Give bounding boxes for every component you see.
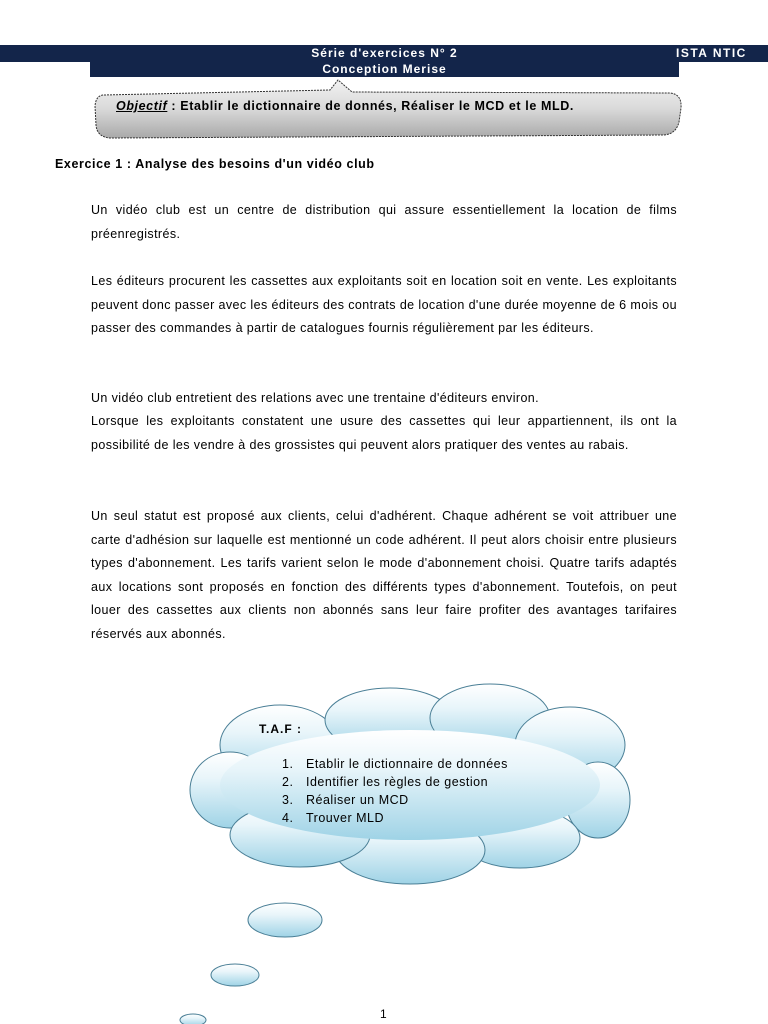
institution-name: ISTA NTIC: [676, 46, 747, 60]
thought-bubble-large: [248, 903, 322, 937]
taf-title: T.A.F :: [259, 722, 302, 736]
thought-bubble-small: [180, 1014, 206, 1024]
series-title: Série d'exercices N° 2: [311, 46, 458, 60]
list-item: 3. Réaliser un MCD: [282, 793, 409, 807]
objective-label: Objectif: [116, 99, 168, 113]
objective-text: Objectif : Etablir le dictionnaire de donnés, Réaliser le MCD et le MLD.: [116, 99, 574, 113]
list-item: 4. Trouver MLD: [282, 811, 384, 825]
paragraph: Lorsque les exploitants constatent une usure des cassettes qui leur appartiennent, ils ont la possibilité de les vendre à des grossistes qui peuvent alors pratiquer des ventes au rabais.: [91, 414, 677, 452]
paragraph: Un seul statut est proposé aux clients, celui d'adhérent. Chaque adhérent se voit attribuer une carte d'adhésion sur laquelle est mentionné un code adhérent. Il peut alors choisir entre plusieurs types d'abonnement. Les tarifs varient selon le mode d'abonnement choisi. Quatre tarifs adaptés aux locations sont proposés en fonction des différents types d'abonnement. Toutefois, on peut louer des cassettes aux clients non abonnés sans leur faire profiter des avantages tarifaires réservés aux abonnés.: [91, 509, 677, 641]
thought-bubble-medium: [211, 964, 259, 986]
list-item: 2. Identifier les règles de gestion: [282, 775, 489, 789]
course-title: Conception Merise: [322, 62, 447, 76]
page-number: 1: [380, 1007, 387, 1021]
objective-body: Etablir le dictionnaire de donnés, Réaliser le MCD et le MLD.: [180, 99, 574, 113]
taf-list: [282, 755, 508, 827]
paragraph: Les éditeurs procurent les cassettes aux exploitants soit en location soit en vente. Les exploitants peuvent donc passer avec les éditeurs des contrats de location d'une durée moyenne de 6 mois ou passer des commandes à partir de catalogues fournis régulièrement par les éditeurs.: [91, 274, 677, 335]
paragraph: Un vidéo club entretient des relations avec une trentaine d'éditeurs environ.: [91, 391, 540, 405]
list-item: 1. Etablir le dictionnaire de données: [282, 757, 508, 771]
paragraph: Un vidéo club est un centre de distribution qui assure essentiellement la location de films préenregistrés.: [91, 203, 677, 241]
exercise-title: Exercice 1 : Analyse des besoins d'un vidéo club: [55, 157, 375, 171]
